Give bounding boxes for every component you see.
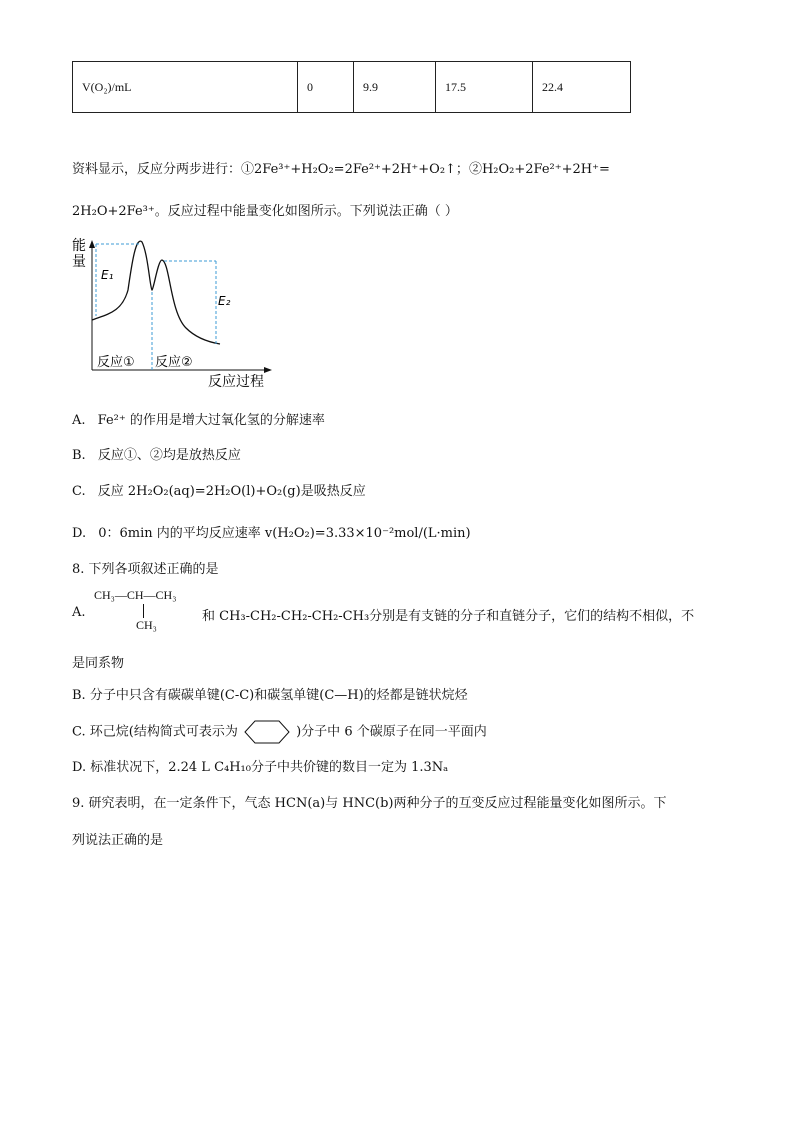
- q7-intro-line2: [72, 200, 458, 219]
- q7-step2-cont: 2H₂O+2Fe³⁺: [72, 204, 155, 219]
- table-row: [73, 62, 631, 113]
- option-text: 0：6min 内的平均反应速率 v(H₂O₂)=3.33×10⁻²mol/(L·min): [98, 526, 471, 541]
- option-letter: B.: [72, 448, 86, 463]
- table-cell: 0: [298, 62, 354, 113]
- y-label-2: 量: [72, 254, 86, 270]
- q7-intro-line1: [72, 158, 610, 177]
- struct-bond: [143, 604, 144, 618]
- e2-label: E₂: [218, 294, 231, 308]
- oxygen-volume-table: [72, 61, 631, 113]
- table-cell: 22.4: [533, 62, 631, 113]
- table-header-cell: V(O₂)/mL: [73, 62, 298, 113]
- q7-step1: ①2Fe³⁺+H₂O₂=2Fe²⁺+2H⁺+O₂↑；: [241, 162, 469, 177]
- q8-option-c[interactable]: [72, 719, 487, 745]
- energy-diagram: [70, 232, 280, 392]
- e1-label: E₁: [101, 268, 114, 282]
- q7-intro-lead: 资料显示，反应分两步进行：: [72, 162, 242, 177]
- y-axis-arrow: [89, 240, 95, 248]
- q7-option-b[interactable]: [72, 444, 241, 463]
- q9-stem-line2: 列说法正确的是: [72, 833, 164, 848]
- option-letter: A.: [72, 413, 86, 428]
- q9-stem-line1: 9. 研究表明，在一定条件下，气态 HCN(a)与 HNC(b)两种分子的互变反应过程能量变化如图所示。下: [72, 796, 667, 811]
- option-text: 反应①、②均是放热反应: [97, 448, 241, 463]
- y-label-1: 能: [72, 238, 86, 254]
- option-text: C. 环己烷(结构简式可表示为: [72, 724, 238, 740]
- q8-stem: 8. 下列各项叙述正确的是: [72, 562, 219, 577]
- q8-option-b[interactable]: B. 分子中只含有碳碳单键(C-C)和碳氢单键(C—H)的烃都是链状烷烃: [72, 688, 468, 703]
- q7-option-c[interactable]: [72, 480, 366, 499]
- struct-bottom: CH₃: [136, 618, 157, 632]
- struct-top: CH₃—CH—CH₃: [94, 588, 177, 602]
- table-cell: 9.9: [354, 62, 436, 113]
- q7-step2: ②H₂O₂+2Fe²⁺+2H⁺=: [468, 162, 610, 177]
- q8-option-a-letter[interactable]: A.: [72, 605, 86, 620]
- q8-branched-structure: [94, 588, 177, 632]
- q8-option-d[interactable]: D. 标准状况下，2.24 L C₄H₁₀分子中共价键的数目一定为 1.3Nₐ: [72, 760, 449, 775]
- region1-label: 反应①: [97, 355, 135, 370]
- region2-label: 反应②: [155, 355, 193, 370]
- option-text: )分子中 6 个碳原子在同一平面内: [296, 724, 487, 740]
- q7-option-a[interactable]: [72, 409, 325, 428]
- option-letter: D.: [72, 526, 87, 541]
- x-axis-arrow: [264, 367, 272, 373]
- q8-option-a-cont: 是同系物: [72, 656, 125, 671]
- option-letter: C.: [72, 484, 86, 499]
- option-text: 反应 2H₂O₂(aq)=2H₂O(l)+O₂(g)是吸热反应: [97, 484, 366, 499]
- option-text: Fe²⁺ 的作用是增大过氧化氢的分解速率: [97, 413, 325, 428]
- energy-curve: [92, 241, 220, 344]
- q7-tail: 。反应过程中能量变化如图所示。下列说法正确（ ）: [154, 204, 458, 219]
- q8-option-a-text: 和 CH₃-CH₂-CH₂-CH₂-CH₃分别是有支链的分子和直链分子，它们的结构不相似，不: [202, 609, 695, 624]
- x-label: 反应过程: [208, 374, 264, 390]
- cyclohexane-icon: [243, 719, 291, 745]
- table-cell: 17.5: [436, 62, 533, 113]
- q7-option-d[interactable]: [72, 522, 471, 541]
